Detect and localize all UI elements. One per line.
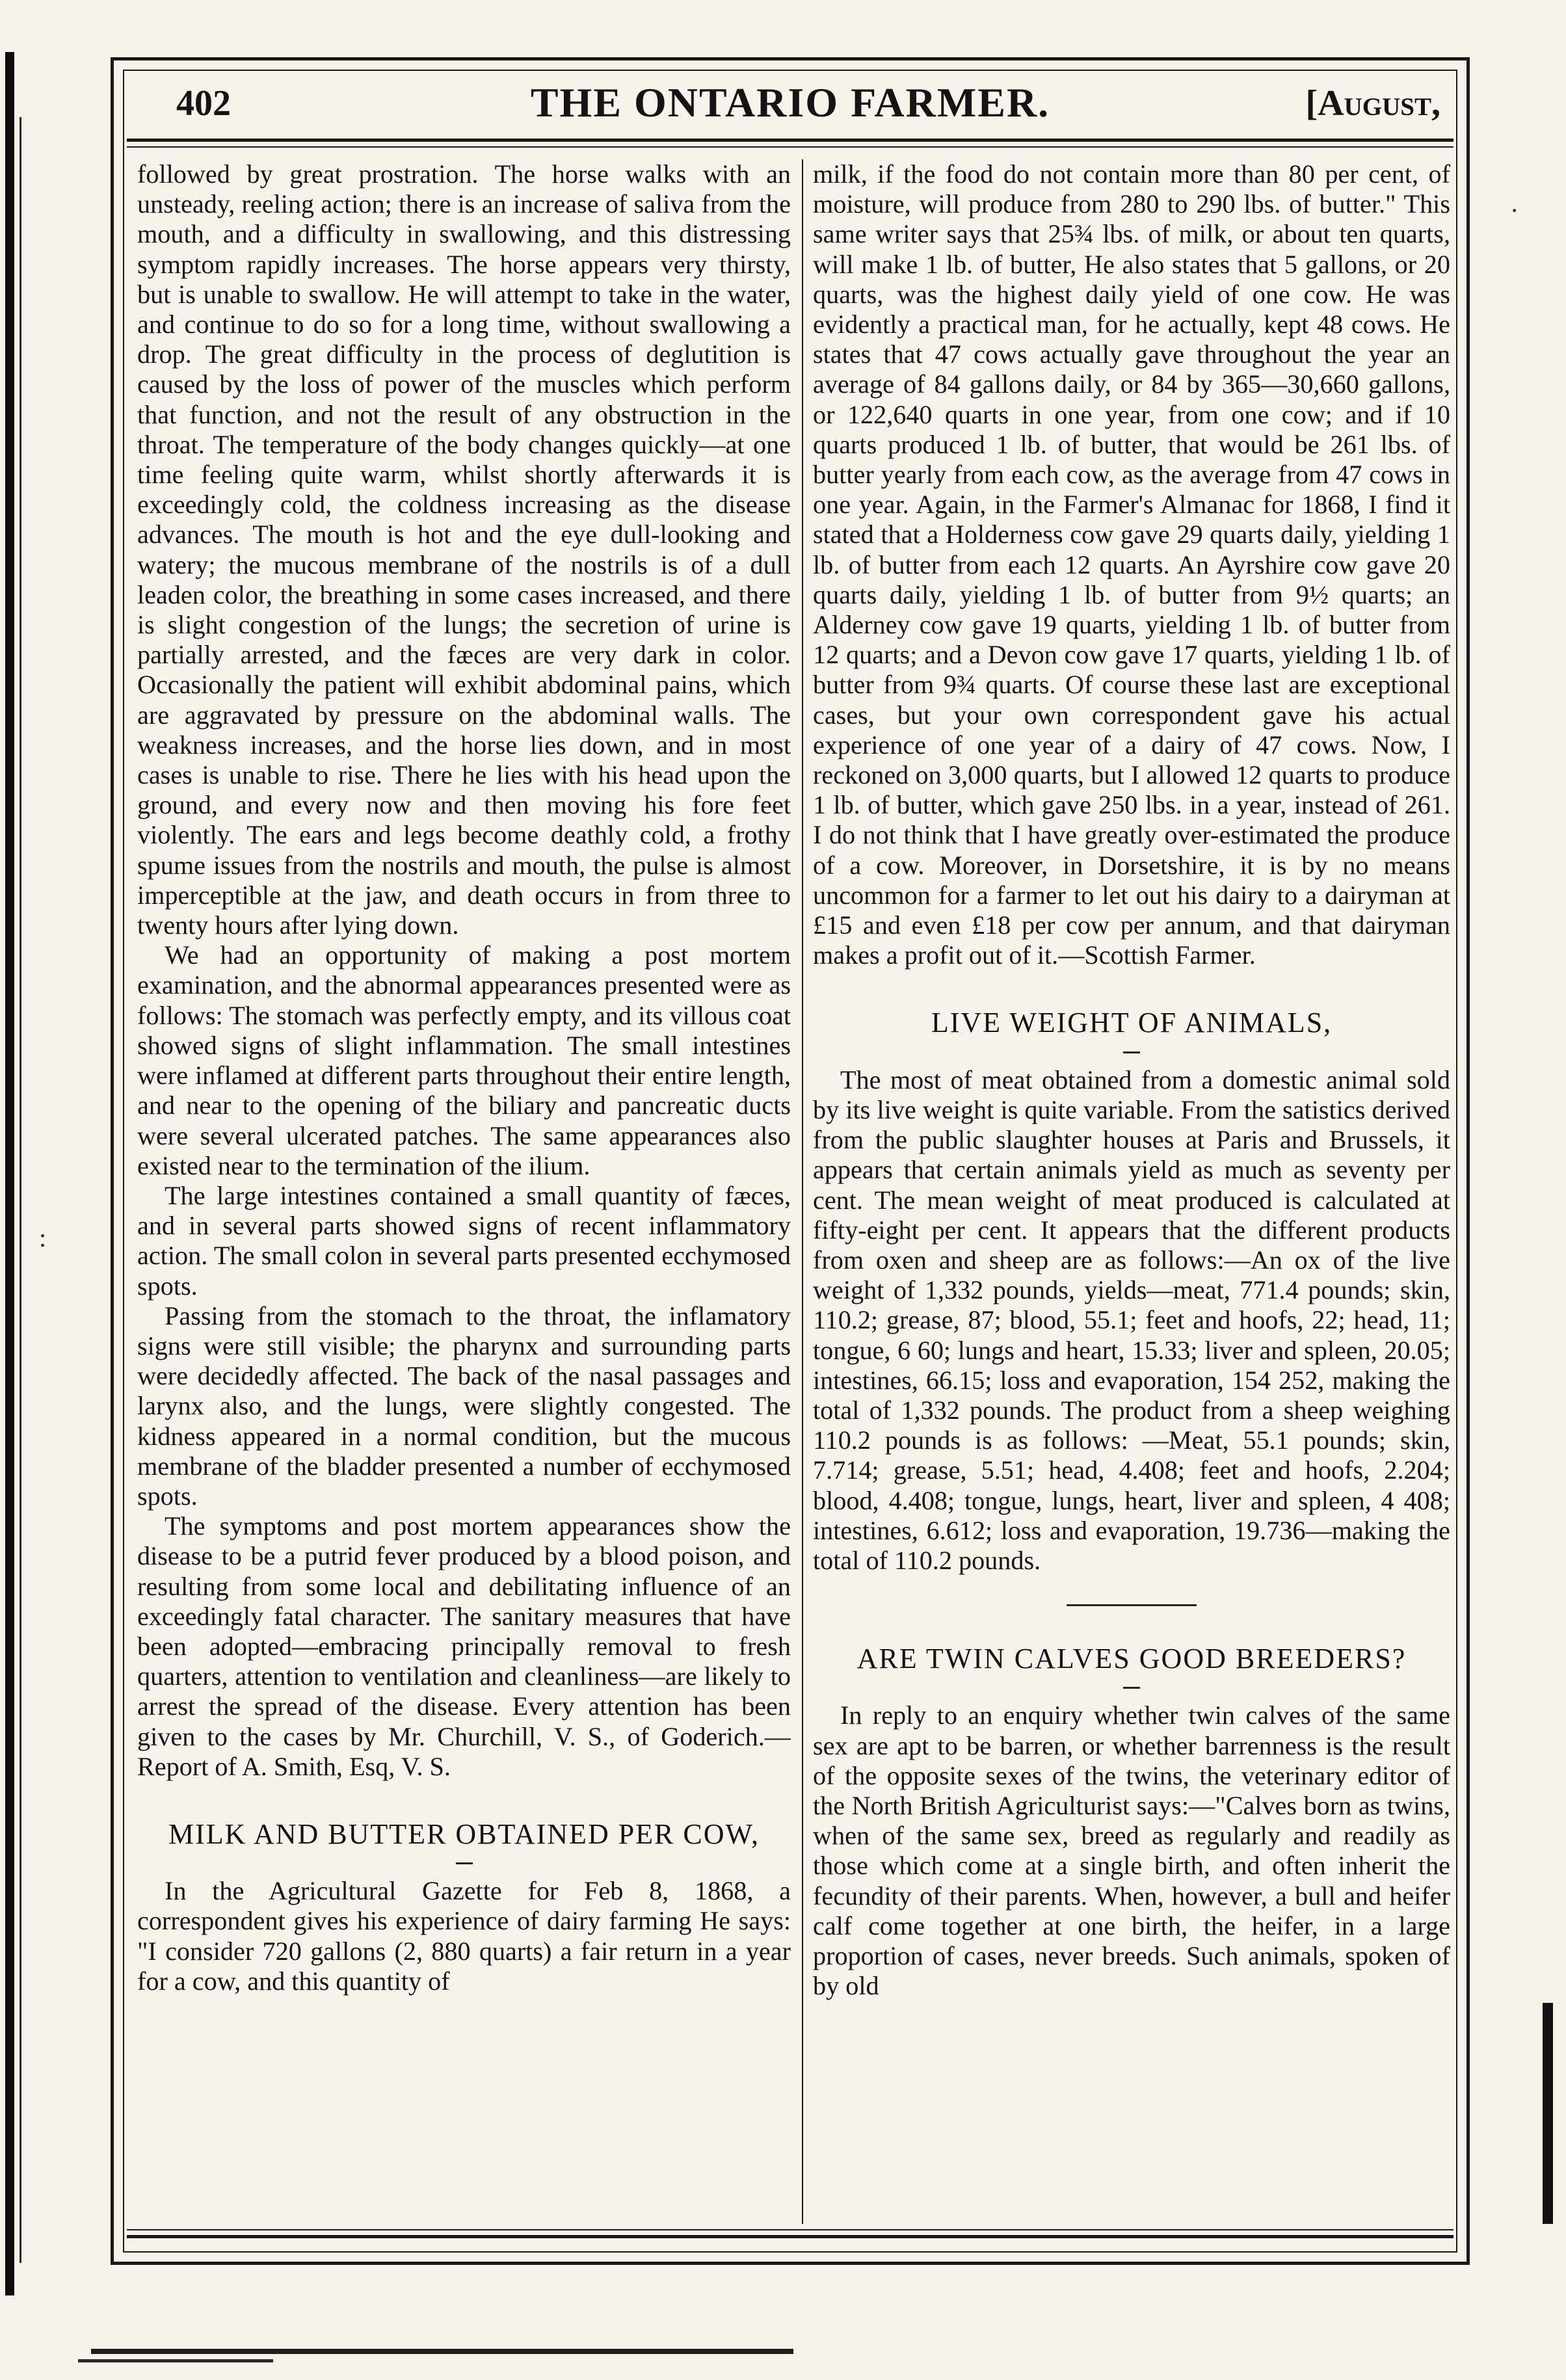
left-column	[137, 159, 791, 2227]
right-column	[813, 159, 1450, 2227]
header-rule	[127, 139, 1453, 142]
binding-line	[20, 117, 21, 2263]
section-separator	[1067, 1604, 1197, 1606]
print-smudge	[78, 2359, 273, 2362]
section-heading-milk-butter: MILK AND BUTTER OBTAINED PER COW,	[168, 1818, 760, 1850]
running-title: THE ONTARIO FARMER.	[530, 79, 1050, 126]
margin-mark: ·	[1510, 196, 1519, 225]
article-paragraph: Passing from the stomach to the throat, the inflamatory signs were still visible; the pharynx and surrounding parts were decidedly affected. The back of the nasal passages and larynx also, and the lungs, were slightly congested. The kidness appeared in a normal condition, but the mucous membrane of the bladder presented a number of ecchymosed spots.	[137, 1301, 791, 1511]
heading-dash	[1123, 1051, 1140, 1053]
heading-dash	[456, 1862, 473, 1864]
page-frame	[111, 57, 1470, 2265]
article-paragraph: The large intestines contained a small quantity of fæces, and in several parts showed signs of recent inflammatory action. The small colon in several parts presented ecchymosed spots.	[137, 1180, 791, 1301]
article-paragraph: In the Agricultural Gazette for Feb 8, 1868, a correspondent gives his experience of dairy farming He says: "I consider 720 gallons (2, 880 quarts) a fair return in a year for a cow, and this quantity of	[137, 1876, 791, 1996]
edge-mark	[1543, 2003, 1553, 2224]
binding-edge	[5, 52, 14, 2295]
running-month: [August,	[1305, 83, 1440, 124]
footer-rule-thin	[127, 2229, 1453, 2230]
section-heading-live-weight: LIVE WEIGHT OF ANIMALS,	[931, 1007, 1333, 1039]
heading-dash	[1123, 1687, 1140, 1689]
margin-mark: :	[39, 1223, 47, 1252]
article-paragraph: followed by great prostration. The horse walks with an unsteady, reeling action; there is an increase of saliva from the mouth, and a difficulty in swallowing, and this distressing symptom rapidly increases. The horse appears very thirsty, but is unable to swallow. He will attempt to take in the water, and continue to do so for a long time, without swallowing a drop. The great difficulty in the process of deglutition is caused by the loss of power of the muscles which perform that function, and not the result of any obstruction in the throat. The temperature of the body changes quickly—at one time feeling quite warm, whilst shortly afterwards it is exceedingly cold, the coldness increasing as the disease advances. The mouth is hot and the eye dull-looking and watery; the mucous membrane of the nostrils is of a dull leaden color, the breathing in some cases increased, and there is slight congestion of the lungs; the secretion of urine is partially arrested, and the fæces are very dark in color. Occasionally the patient will exhibit abdominal pains, which are aggravated by pressure on the abdominal walls. The weakness increases, and the horse lies down, and in most cases is unable to rise. There he lies with his head upon the ground, and every now and then moving his fore feet violently. The ears and legs become deathly cold, a frothy spume issues from the nostrils and mouth, the pulse is almost imperceptible at the jaw, and death occurs in from three to twenty hours after lying down.	[137, 159, 791, 940]
article-paragraph: milk, if the food do not contain more than 80 per cent, of moisture, will produce from 280 to 290 lbs. of butter." This same writer says that 25¾ lbs. of milk, or about ten quarts, will make 1 lb. of butter, He also states that 5 gallons, or 20 quarts, was the highest daily yield of one cow. He was evidently a practical man, for he actually, kept 48 cows. He states that 47 cows actually gave throughout the year an average of 84 gallons daily, or 84 by 365—30,660 gallons, or 122,640 quarts in one year, from one cow; and if 10 quarts produced 1 lb. of butter, that would be 261 lbs. of butter yearly from each cow, as the average from 47 cows in one year. Again, in the Farmer's Almanac for 1868, I find it stated that a Holderness cow gave 29 quarts daily, yielding 1 lb. of butter from each 12 quarts. An Ayrshire cow gave 20 quarts daily, yielding 1 lb. of butter from 9½ quarts; an Alderney cow gave 19 quarts, yielding 1 lb. of butter from 12 quarts; and a Devon cow gave 17 quarts, yielding 1 lb. of butter from 9¾ quarts. Of course these last are exceptional cases, but your own correspondent gave his actual experience of one year of a dairy of 47 cows. Now, I reckoned on 3,000 quarts, but I allowed 12 quarts to produce 1 lb. of butter, which gave 250 lbs. in a year, instead of 261. I do not think that I have greatly over-estimated the produce of a cow. Moreover, in Dorsetshire, it is by no means uncommon for a farmer to let out his dairy to a dairyman at £15 and even £18 per cow per annum, and that dairyman makes a profit out of it.—Scottish Farmer.	[813, 159, 1450, 970]
article-paragraph: In reply to an enquiry whether twin calves of the same sex are apt to be barren, or whether barrenness is the result of the opposite sexes of the twins, the veterinary editor of the North British Agriculturist says:—"Calves born as twins, when of the same sex, breed as regularly and readily as those which come at a single birth, and often inherit the fecundity of their parents. When, however, a bull and heifer calf come together at one birth, the heifer, in a large proportion of cases, never breeds. Such animals, spoken of by old	[813, 1700, 1450, 2001]
article-paragraph: We had an opportunity of making a post mortem examination, and the abnormal appearances presented were as follows: The stomach was perfectly empty, and its villous coat showed signs of slight inflammation. The small intestines were inflamed at different parts throughout their entire length, and near to the opening of the biliary and pancreatic ducts were several ulcerated patches. The same appearances also existed near to the termination of the ilium.	[137, 940, 791, 1180]
header-rule-thin	[127, 146, 1453, 148]
article-paragraph: The symptoms and post mortem appearances show the disease to be a putrid fever produced by a blood poison, and resulting from some local and debilitating influence of an exceedingly fatal character. The sanitary measures that have been adopted—embracing principally removal to fresh quarters, attention to ventilation and cleanliness—are likely to arrest the spread of the disease. Every attention has been given to the cases by Mr. Churchill, V. S., of Goderich.—Report of A. Smith, Esq, V. S.	[137, 1511, 791, 1781]
article-paragraph: The most of meat obtained from a domestic animal sold by its live weight is quite variable. From the satistics derived from the public slaughter houses at Paris and Brussels, it appears that certain animals yield as much as seventy per cent. The mean weight of meat produced is calculated at fifty-eight per cent. It appears that the different products from oxen and sheep are as follows:—An ox of the live weight of 1,332 pounds, yields—meat, 771.4 pounds; skin, 110.2; grease, 87; blood, 55.1; feet and hoofs, 22; head, 11; tongue, 6 60; lungs and heart, 15.33; liver and spleen, 20.05; intestines, 66.15; loss and evaporation, 154 252, making the total of 1,332 pounds. The product from a sheep weighing 110.2 pounds is as follows: —Meat, 55.1 pounds; skin, 7.714; grease, 5.51; head, 4.408; feet and hoofs, 2.204; blood, 4.408; tongue, lungs, heart, liver and spleen, 4 408; intestines, 6.612; loss and evaporation, 19.736—making the total of 110.2 pounds.	[813, 1064, 1450, 1575]
page-number: 402	[176, 83, 231, 124]
print-smudge	[91, 2349, 793, 2354]
section-heading-twin-calves: ARE TWIN CALVES GOOD BREEDERS?	[856, 1643, 1407, 1675]
footer-rule	[127, 2235, 1453, 2238]
column-divider	[802, 159, 803, 2224]
